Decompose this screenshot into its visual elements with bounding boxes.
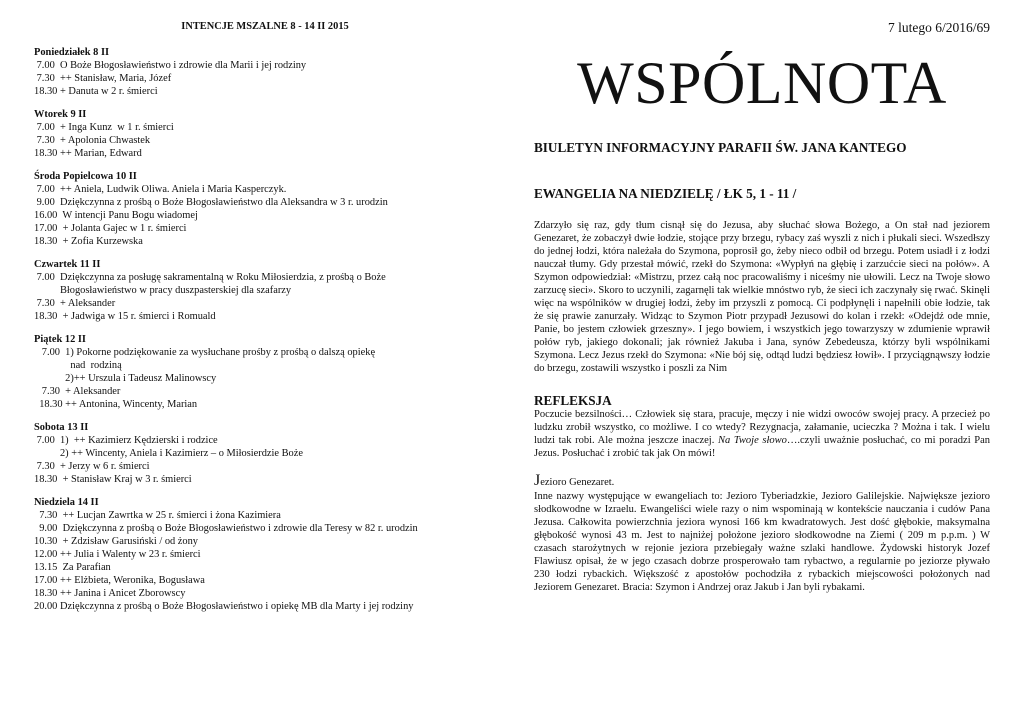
- day-block: [34, 46, 494, 98]
- day-block: [34, 258, 494, 323]
- intention-line: 18.30 + Danuta w 2 r. śmierci: [34, 86, 158, 97]
- intention-line: 7.30 + Jerzy w 6 r. śmierci: [34, 461, 150, 472]
- lake-heading-rest: ezioro Genezaret.: [540, 477, 615, 488]
- day-name: Wtorek 9 II: [34, 109, 87, 120]
- intention-line: 7.00 ++ Aniela, Ludwik Oliwa. Aniela i Maria Kasperczyk.: [34, 184, 287, 195]
- intention-line: 2) ++ Wincenty, Aniela i Kazimierz – o Miłosierdzie Boże: [34, 448, 303, 459]
- reflection-text-a: Poczucie bezsilności… Człowiek się stara, pracuje, męczy i nie widzi owoców swojej pracy. A przecież po ludzku zrobił wszystko, co możliwe. I co wtedy? Rezygnacja, załamanie, ucieczka ? Można i tak. I wielu ludzi tak robi. Ale można jeszcze inaczej.: [534, 409, 990, 446]
- intention-line: 16.00 W intencji Panu Bogu wiadomej: [34, 210, 198, 221]
- day-name: Piątek 12 II: [34, 334, 86, 345]
- reflection-heading: REFLEKSJA: [534, 393, 612, 408]
- reflection-text: [534, 408, 990, 460]
- lake-drop-cap: J: [534, 472, 541, 489]
- bulletin-column: [534, 20, 990, 594]
- lake-heading: [534, 474, 990, 490]
- intention-line: 7.30 ++ Lucjan Zawrtka w 25 r. śmierci i żona Kazimiera: [34, 510, 281, 521]
- intention-line: 17.00 ++ Elżbieta, Weronika, Bogusława: [34, 575, 205, 586]
- intention-line: nad rodziną: [34, 360, 122, 371]
- day-block: [34, 170, 494, 248]
- intention-line: 7.30 + Aleksander: [34, 298, 116, 309]
- lake-text: Inne nazwy występujące w ewangeliach to: Jezioro Tyberiadzkie, Jezioro Galilejskie. Największe jezioro słodkowodne w Izraelu. Ewangeliści wiele razy o nim wspominają w kontekście nauczania i cudów Pana Jezusa. Całkowita powierzchnia jeziora wynosi 166 km kwadratowych. Jest dość głębokie, maksymalna głębokość wynosi 43 m. Jest to najniżej położone jezioro słodkowodne na Ziemi ( 209 m p.p.m. ) W czasach starożytnych w rejonie jeziora przebiegały ważne szlaki handlowe. Żydowski historyk Jozef Flawiusz opisał, że w jego czasach dobrze prosperowało tam rybactwo, a regularnie po jeziorze pływało 230 łodzi rybackich. Większość z apostołów pochodziła z rybackich miejscowości położonych nad Jeziorem Genezaret. Bracia: Szymon i Andrzej oraz Jakub i Jan byli rybakami.: [534, 491, 990, 593]
- intention-line: 13.15 Za Parafian: [34, 562, 111, 573]
- issue-date: 7 lutego 6/2016/69: [888, 20, 990, 35]
- intention-line: 10.30 + Zdzisław Garusiński / od żony: [34, 536, 199, 547]
- day-block: [34, 496, 494, 613]
- day-block: [34, 108, 494, 160]
- day-block: [34, 333, 494, 411]
- intention-line: 7.00 1) ++ Kazimierz Kędzierski i rodzice: [34, 435, 218, 446]
- intention-line: 18.30 ++ Antonina, Wincenty, Marian: [34, 399, 198, 410]
- intention-line: 18.30 + Zofia Kurzewska: [34, 236, 143, 247]
- intention-line: 9.00 Dziękczynna z prośbą o Boże Błogosławieństwo i zdrowie dla Teresy w 82 r. urodzin: [34, 523, 418, 534]
- day-name: Niedziela 14 II: [34, 497, 99, 508]
- intention-line: 2)++ Urszula i Tadeusz Malinowscy: [34, 373, 217, 384]
- mass-intentions-column: [34, 20, 494, 623]
- intentions-days: [34, 46, 494, 613]
- intention-line: 18.30 + Jadwiga w 15 r. śmierci i Romuald: [34, 311, 216, 322]
- intention-line: 18.30 ++ Marian, Edward: [34, 148, 142, 159]
- intention-line: 7.00 Dziękczynna za posługę sakramentalną w Roku Miłosierdzia, z prośbą o Boże: [34, 272, 386, 283]
- gospel-text: Zdarzyło się raz, gdy tłum cisnął się do Jezusa, aby słuchać słowa Bożego, a On stał nad jeziorem Genezaret, że zobaczył dwie łodzie, stojące przy brzegu, rybacy zaś wyszli z nich i płukali sieci. Wszedłszy do jednej łodzi, która należała do Szymona, poprosił go, żeby nieco odbił od brzegu. Potem usiadł i z łodzi nauczał tłumy. Gdy przestał mówić, rzekł do Szymona: «Wypłyń na głębię i zarzućcie sieci na połów». A Szymon odpowiedział: «Mistrzu, przez całą noc pracowaliśmy i niceśmy nie ułowili. Lecz na Twoje słowo zarzucę sieci». Skoro to uczynili, zagarnęli tak wielkie mnóstwo ryb, że sieci ich zaczynały się rwać. Skinęli więc na wspólników w drugiej łodzi, żeby im przyszli z pomocą. Ci podpłynęli i napełnili obie łodzie, tak że się prawie zanurzały. Widząc to Szymon Piotr przypadł Jezusowi do kolan i rzekł: «Odejdź ode mnie, Panie, bo jestem człowiek grzeszny». I jego bowiem, i wszystkich jego towarzyszy w zdumienie wprawił połów ryb, jakiego dokonali; jak również Jakuba i Jana, synów Zebedeusza, którzy byli wspólnikami Szymona. Lecz Jezus rzekł do Szymona: «Nie bój się, odtąd ludzi będziesz łowił». I przyciągnąwszy łodzie do brzegu, zostawili wszystko i poszli za Nim: [534, 220, 990, 374]
- intention-line: 20.00 Dziękczynna z prośbą o Boże Błogosławieństwo i opiekę MB dla Marty i jej rodziny: [34, 601, 414, 612]
- intention-line: 7.00 1) Pokorne podziękowanie za wysłuchane prośby z prośbą o dalszą opiekę: [34, 347, 376, 358]
- gospel-heading: EWANGELIA NA NIEDZIELĘ / ŁK 5, 1 - 11 /: [534, 186, 797, 201]
- intention-line: 18.30 ++ Janina i Anicet Zborowscy: [34, 588, 186, 599]
- day-block: [34, 421, 494, 486]
- intention-line: 7.00 + Inga Kunz w 1 r. śmierci: [34, 122, 174, 133]
- day-name: Czwartek 11 II: [34, 259, 101, 270]
- intention-line: 7.30 ++ Stanisław, Maria, Józef: [34, 73, 172, 84]
- bulletin-subtitle: BIULETYN INFORMACYJNY PARAFII ŚW. JANA KANTEGO: [534, 140, 907, 155]
- masthead-title: WSPÓLNOTA: [577, 50, 947, 116]
- intention-line: 7.30 + Aleksander: [34, 386, 121, 397]
- intention-line: Błogosławieństwo w pracy duszpasterskiej dla szafarzy: [34, 285, 292, 296]
- intention-line: 7.30 + Apolonia Chwastek: [34, 135, 151, 146]
- reflection-text-b: ….czyli uważnie posłuchać, co mi poradzi Pan Jezus. Posłuchać i zrobić tak jak On mówi!: [534, 435, 990, 459]
- intention-line: 12.00 ++ Julia i Walenty w 23 r. śmierci: [34, 549, 201, 560]
- intention-line: 18.30 + Stanisław Kraj w 3 r. śmierci: [34, 474, 192, 485]
- intentions-title: INTENCJE MSZALNE 8 - 14 II 2015: [181, 21, 349, 32]
- reflection-italic: Na Twoje słowo: [717, 435, 787, 446]
- intention-line: 17.00 + Jolanta Gajec w 1 r. śmierci: [34, 223, 187, 234]
- day-name: Sobota 13 II: [34, 422, 89, 433]
- day-name: Poniedziałek 8 II: [34, 47, 110, 58]
- intention-line: 7.00 O Boże Błogosławieństwo i zdrowie dla Marii i jej rodziny: [34, 60, 307, 71]
- intention-line: 9.00 Dziękczynna z prośbą o Boże Błogosławieństwo dla Aleksandra w 3 r. urodzin: [34, 197, 388, 208]
- day-name: Środa Popielcowa 10 II: [34, 171, 137, 182]
